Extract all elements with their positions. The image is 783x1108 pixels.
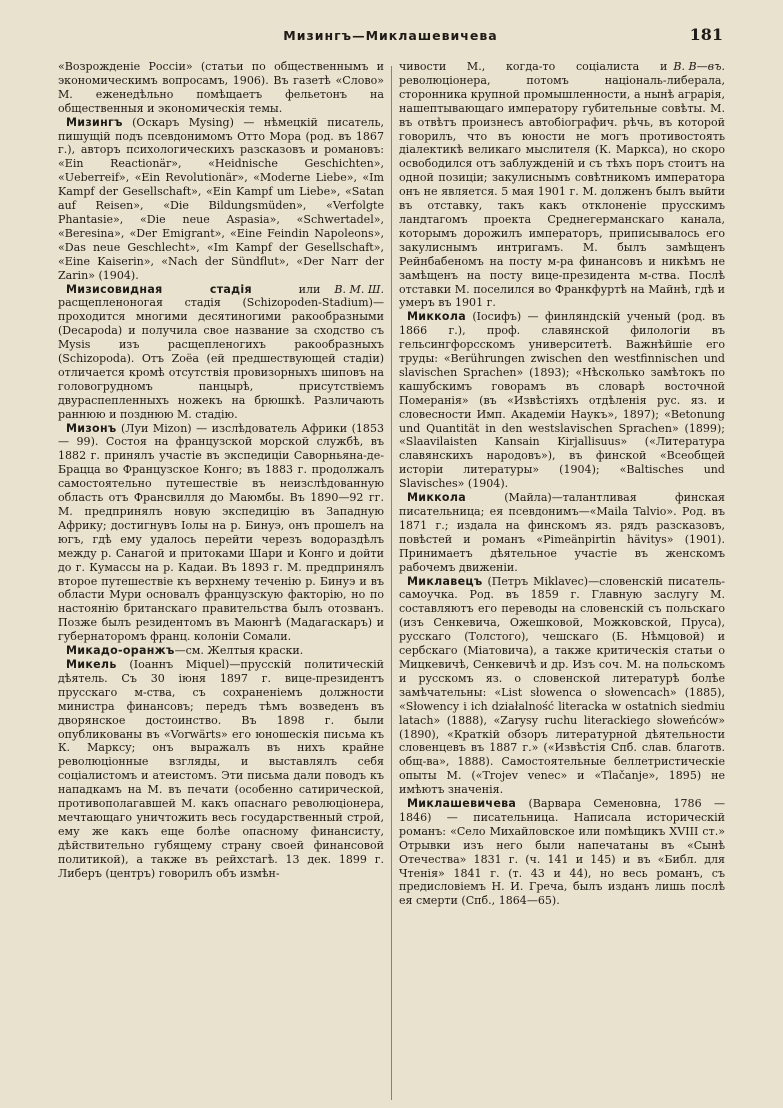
entry-headword: Миклашевичева xyxy=(407,797,517,811)
entry-text: (Іоаннъ Miquel)—прусскій политическій дѣятель. Съ 30 іюня 1897 г. вице-президентъ прусскаго м-ства, съ сохраненіемъ должности министра финансовъ; передъ тѣмъ возведенъ въ дворянское достоинство. Въ 1898 г. были опубликованы въ «Vorwärts» его юношескія письма къ К. Марксу; онъ выражалъ въ нихъ крайне революціонные взгляды, и выставлялъ себя соціалистомъ и атеистомъ. Эти письма дали поводъ къ нападкамъ на М. въ печати (особенно сатирической, противополагавшей М. какъ опаснаго революціонера, мечтающаго уничтожить весь государственный строй, ему же какъ еще болѣе опасному финансисту, дѣйствительно губящему страну своей финансовой политикой), а также въ рейхстагѣ. 13 дек. 1899 г. Либеръ (центръ) говорилъ объ измѣн- xyxy=(58,657,384,880)
entry-text: или расщепленоногая стадія (Schizopoden-Stadium)—проходится многими десятиногими ракообразными (Decapoda) и получила свое название за сходство съ Mysis изъ расщепленогихъ ракообразныхъ (Schizopoda). Отъ Zoëa (ей предшествующей стадіи) отличается кромѣ отсутствія провизорныхъ шиповъ на головогрудномъ панцырѣ, присутствіемъ двураспепленныхъ ножекъ на брюшкѣ. Различають раннюю и позднюю М. стадію. xyxy=(58,282,384,421)
dictionary-entry xyxy=(399,60,725,310)
entry-headword: Миккола xyxy=(407,491,466,505)
dictionary-entry xyxy=(58,116,384,283)
entry-text: «Возрожденіе Россіи» (статьи по общественнымъ и экономическимъ вопросамъ, 1906). Въ газетѣ «Слово» М. еженедѣльно помѣщаетъ фельетонъ на общественныя и экономическія темы. xyxy=(58,60,384,115)
entry-headword: Микель xyxy=(66,657,117,671)
entry-text: чивости М., когда-то соціалиста и революціонера, потомъ національ-либерала, сторонника крупной промышленности, а нынѣ аграрія, нашептывающаго императору губительные совѣты. М. въ отвѣтъ произнесъ автобіографич. рѣчь, въ которой говорилъ, что въ юности не могъ противостоять діалектикѣ великаго мыслителя (К. Маркса), но скоро освободился отъ заблужденій и съ тѣхъ поръ стоитъ на одной позиціи; закулиснымъ совѣтникомъ императора онъ не является. 5 мая 1901 г. М. долженъ былъ выйти въ отставку, такъ какъ отклоненіе прусскимъ ландтагомъ проекта Среднегерманскаго канала, которымъ дорожилъ императоръ, приписывалось его закулиснымъ интригамъ. М. былъ замѣщенъ Рейнбабеномъ на посту м-ра финансовъ и никѣмъ не замѣщенъ на посту вице-президента м-ства. Послѣ отставки М. поселился во Франкфуртѣ на Майнѣ, гдѣ и умеръ въ 1901 г. xyxy=(399,60,725,310)
entry-text: (Луи Mizon) — изслѣдователь Африки (1853 — 99). Состоя на французской морской службѣ, въ 1882 г. принялъ участіе въ экспедиціи Саворньяна-де-Брацца во Французское Конго; въ 1883 г. продолжалъ самостоятельно путешествіе въ неизслѣдованную область отъ Франсвилля до Маюмбы. Въ 1890—92 гг. М. предпринялъ новую экспедицію въ Западную Африку; достигнувъ Іолы на р. Бинуэ, онъ прошелъ на югъ, гдѣ ему удалось перейти черезъ водораздѣлъ между р. Санагой и притоками Шари и Конго и дойти до г. Кумассы на р. Кадаи. Въ 1893 г. М. предпринялъ второе путешествіе къ верхнему теченію р. Бинуэ и въ области Мури основалъ французскую факторію, но по настоянію британскаго правительства былъ отозванъ. Позже былъ резидентомъ въ Маюнгѣ (Мадагаскаръ) и губернаторомъ франц. колоніи Сомали. xyxy=(58,421,384,644)
dictionary-entry xyxy=(399,491,725,574)
entry-text: (Варвара Семеновна, 1786 — 1846) — писательница. Написала историческій романъ: «Село Михайловское или помѣщикъ XVIII ст.» Отрывки изъ него были напечатаны въ «Сынѣ Отечества» 1831 г. (ч. 141 и 145) и въ «Библ. для Чтенія» 1841 г. (т. 43 и 44), но весь романъ, съ предисловіемъ Н. И. Греча, былъ изданъ лишь послѣ ея смерти (Спб., 1864—65). xyxy=(399,797,725,908)
dictionary-entry xyxy=(399,797,725,908)
entry-text: (Петръ Miklavec)—словенскій писатель-самоучка. Род. въ 1859 г. Главную заслугу М. составляютъ его переводы на словенскій съ польскаго (изъ Сенкевича, Ожешковой, Можковской, Пруса), русскаго (Толстого), чешскаго (Б. Нѣмцовой) и сербскаго (Міатовича), а также критическія статьи о Мицкевичѣ, Сенкевичѣ и др. Изъ соч. М. на польскомъ и русскомъ яз. о словенской литературѣ болѣе замѣчательны: «List słowenca o słowencach» (1885), «Słowency i ich działalność literacka w ostatnich siedmiu latach» (1888), «Zarysy ruchu literackiego słoweńców» (1890), «Краткій обзоръ литературной дѣятельности словенцевъ въ 1887 г.» («Извѣстія Спб. слав. благотв. общ-ва», 1888). Самостоятельные беллетристическіе опыты М. («Trojev venec» и «Tlačanje», 1895) не имѣютъ значенія. xyxy=(399,574,725,797)
entry-signature: В. М. Ш. xyxy=(334,282,384,296)
dictionary-entry xyxy=(58,644,384,658)
entry-headword: Мизонъ xyxy=(66,421,117,435)
text-columns xyxy=(58,60,726,1100)
dictionary-entry xyxy=(58,658,384,881)
page-header xyxy=(58,22,723,48)
dictionary-entry xyxy=(58,60,384,116)
entry-headword: Микадо-оранжъ xyxy=(66,644,175,658)
column-divider xyxy=(391,66,392,1100)
entry-text: (Майла)—талантливая финская писательница; ея псевдонимъ—«Maila Talvio». Род. въ 1871 г.; издала на финскомъ яз. рядъ разсказовъ, повѣстей и романъ «Pimeänpirtin hävitys» (1901). Принимаетъ дѣятельное участіе въ женскомъ рабочемъ движеніи. xyxy=(399,491,725,574)
dictionary-entry xyxy=(58,283,384,422)
running-head: Мизингъ—Миклашевичева xyxy=(283,27,498,43)
entry-headword: Мизисовидная стадія xyxy=(66,282,252,296)
entry-headword: Мизингъ xyxy=(66,115,123,129)
left-column xyxy=(58,60,384,1100)
entry-headword: Миккола xyxy=(407,310,466,324)
dictionary-entry xyxy=(58,422,384,645)
right-column xyxy=(399,60,725,1100)
entry-text: (Іосифъ) — финляндскій ученый (род. въ 1866 г.), проф. славянской филологіи въ гельсингфорсскомъ университетѣ. Важнѣйшіе его труды: «Berührungen zwischen den westfinnischen und slavischen Sprachen» (1893); «Нѣсколько замѣтокъ по кашубскимъ говорамъ въ словарѣ восточной Померанія» (въ «Извѣстіяхъ отдѣленія рус. яз. и словесности Имп. Академіи Наукъ», 1897); «Betonung und Quantität in den westslavischen Sprachen» (1899); «Slaavilaisten Kansain Kirjallisuus» («Литература славянскихъ народовъ»), въ финской «Всеобщей исторіи литературы» (1904); «Baltisches und Slavisches» (1904). xyxy=(399,310,725,491)
page-number: 181 xyxy=(689,25,723,44)
entry-text: (Оскаръ Mysing) — нѣмецкій писатель, пишущій подъ псевдонимомъ Отто Мора (род. въ 1867 г.), авторъ психологическихъ разсказовъ и романовъ: «Ein Reactionär», «Heidnische Geschichten», «Ueberreif», «Ein Revolutionär», «Moderne Liebe», «Im Kampf der Gesellschaft», «Ein Kampf um Liebe», «Satan auf Reisen», «Die Bildungsmüden», «Verfolgte Phantasie», «Die neue Aspasia», «Schwertadel», «Beresina», «Der Emigrant», «Eine Feindin Napoleons», «Das neue Geschlecht», «Im Kampf der Gesellschaft», «Eine Kaiserin», «Nach der Sündflut», «Der Narr der Zarin» (1904). xyxy=(58,115,384,282)
dictionary-entry xyxy=(399,575,725,798)
entry-signature: В. В—въ. xyxy=(673,60,725,73)
entry-text: —см. Желтыя краски. xyxy=(174,644,304,658)
entry-headword: Миклавецъ xyxy=(407,574,483,588)
dictionary-entry xyxy=(399,310,725,491)
